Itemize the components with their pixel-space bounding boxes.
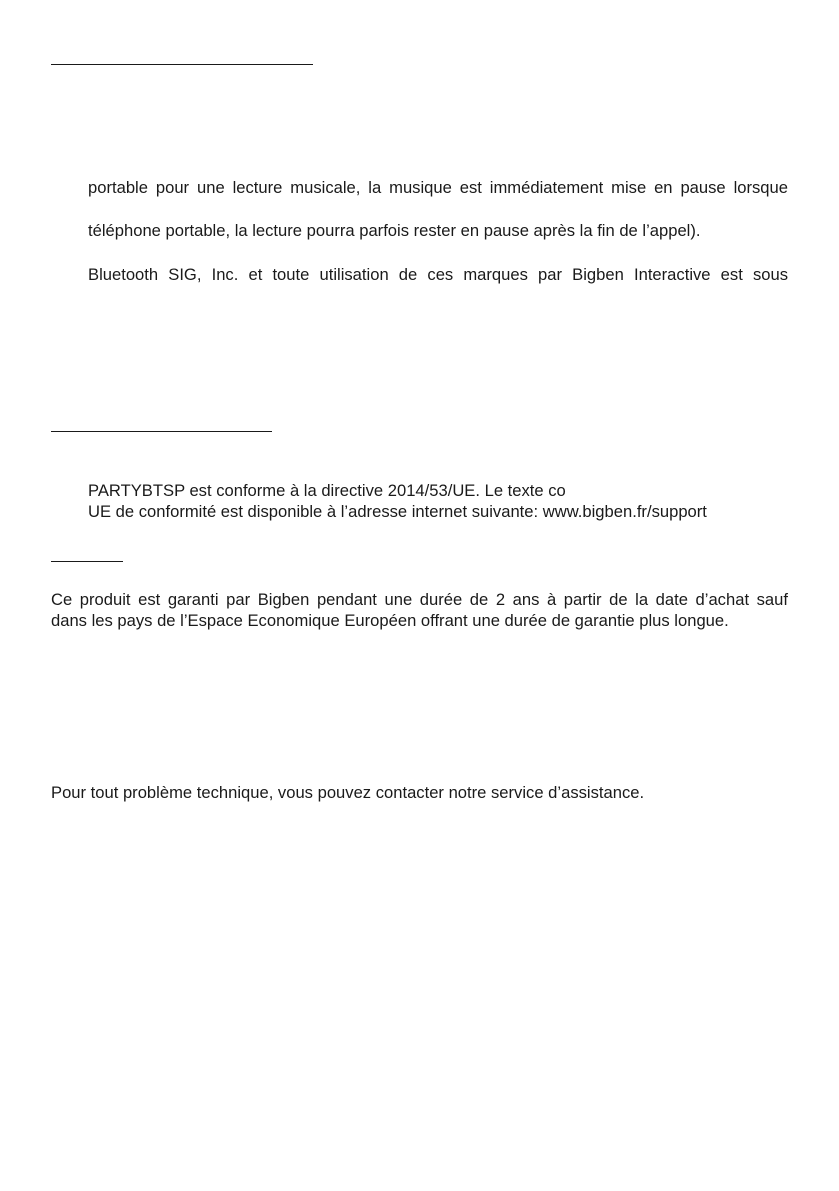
warranty-heading-underline bbox=[51, 561, 123, 562]
safety-line-2: téléphone portable, la lecture pourra parfois rester en pause après la fin de l’appel). bbox=[88, 221, 701, 240]
safety-line-3: Bluetooth SIG, Inc. et toute utilisation de ces marques par Bigben Interactive est sous bbox=[88, 265, 788, 284]
safety-line-1: portable pour une lecture musicale, la musique est immédiatement mise en pause lorsque bbox=[88, 178, 788, 197]
section-heading-underline bbox=[51, 64, 313, 65]
support-line-1: Pour tout problème technique, vous pouvez contacter notre service d’assistance. bbox=[51, 783, 645, 802]
conformity-line-2: UE de conformité est disponible à l’adresse internet suivante: www.bigben.fr/support bbox=[88, 502, 707, 521]
conformity-line-1: PARTYBTSP est conforme à la directive 2014/53/UE. Le texte co bbox=[88, 481, 566, 500]
warranty-line-2: dans les pays de l’Espace Economique Européen offrant une durée de garantie plus longue. bbox=[51, 611, 729, 630]
conformity-heading-underline bbox=[51, 431, 272, 432]
warranty-line-1: Ce produit est garanti par Bigben pendant une durée de 2 ans à partir de la date d’achat sauf bbox=[51, 590, 788, 609]
